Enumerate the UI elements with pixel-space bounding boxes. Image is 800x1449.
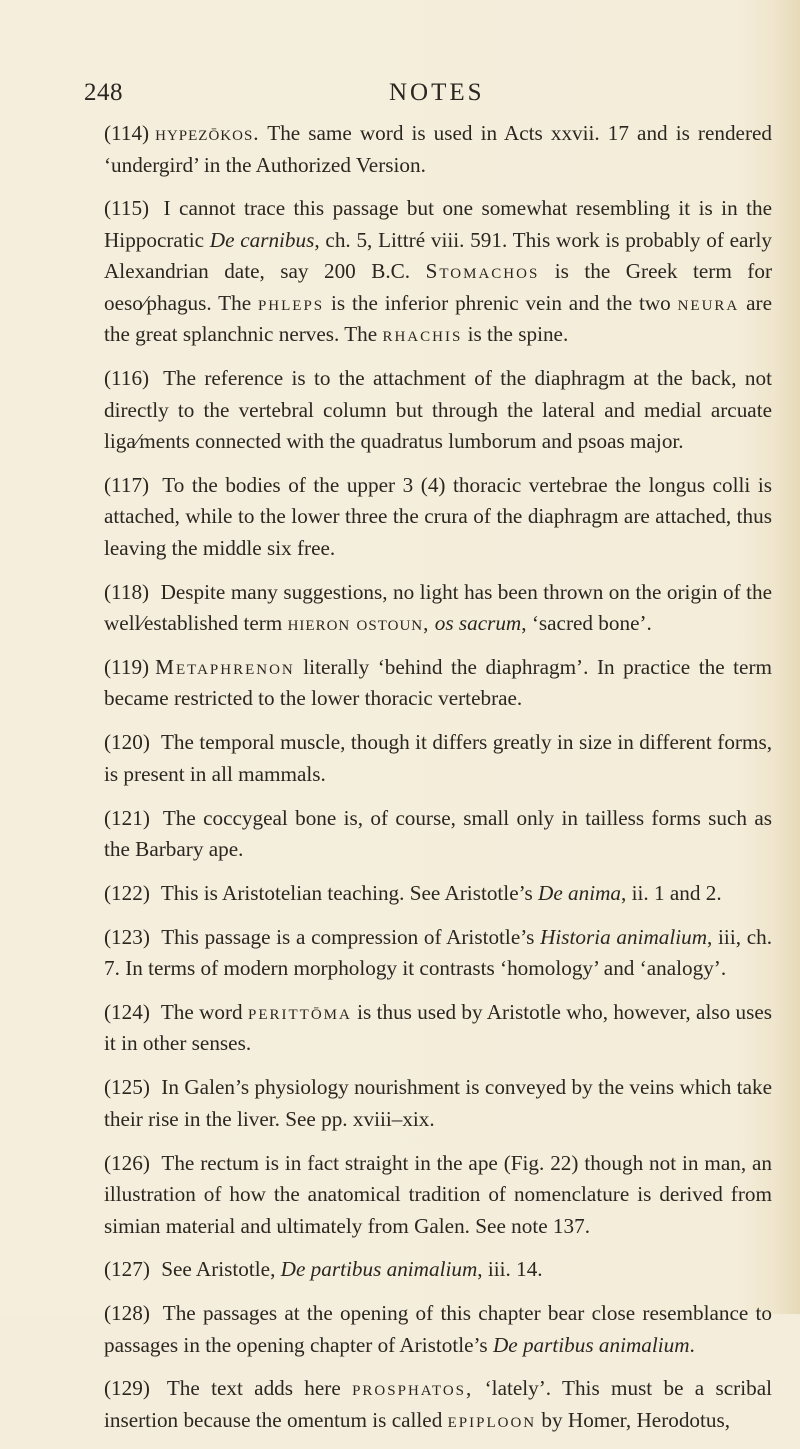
note-125 <box>104 1072 772 1135</box>
note-text: , iii, ch. 7. In terms of modern morphology it contrasts ‘homology’ and ‘analogy’. <box>104 924 772 981</box>
greek-term: perittōma <box>247 999 352 1024</box>
work-title: De carnibus <box>209 227 315 252</box>
greek-term: hypezōkos. <box>155 121 260 145</box>
note-120 <box>104 727 772 790</box>
greek-term: phleps <box>257 290 325 315</box>
note-text: is the inferior phrenic vein and the two <box>324 290 678 315</box>
note-text: is the spine. <box>462 322 569 347</box>
note-number: (128) <box>104 1301 150 1326</box>
note-text: The temporal muscle, though it differs greatly in size in different forms, is present in all mammals. <box>104 730 772 786</box>
note-115 <box>104 193 772 351</box>
note-text: , ii. 1 and 2. <box>621 880 722 905</box>
greek-term: Metaphrenon <box>155 654 295 679</box>
note-number: (114) <box>104 121 150 145</box>
note-number: (116) <box>104 366 150 391</box>
note-text: I cannot trace this passage but one somewhat resembling it is in the Hippocratic <box>104 196 772 252</box>
note-number: (125) <box>104 1075 150 1100</box>
note-text: This is Aristotelian teaching. See Aristotle’s <box>155 880 539 905</box>
greek-term: neura <box>677 290 740 315</box>
note-text: This passage is a compression of Aristotle’s <box>155 924 541 949</box>
note-text: The text adds here <box>155 1376 353 1401</box>
note-number: (121) <box>104 805 150 830</box>
note-text: The word <box>155 999 248 1024</box>
note-number: (127) <box>104 1257 150 1282</box>
notes-list <box>104 118 772 1449</box>
note-text: In Galen’s physiology nourishment is conveyed by the veins which take their rise in the liver. See pp. xviii–xix. <box>104 1075 772 1131</box>
note-text: See Aristotle, <box>155 1257 281 1282</box>
note-text: To the bodies of the upper 3 (4) thoracic vertebrae the longus colli is attached, while to the lower three the crura of the diaphragm are attached, thus leaving the middle six free. <box>104 472 772 560</box>
note-text: . <box>689 1332 695 1357</box>
page-header <box>84 79 774 115</box>
note-text: The reference is to the attachment of the diaphragm at the back, not directly to the vertebral column but through the lateral and medial arcuate liga⁄ments connected with the quadratus lumborum and psoas major. <box>104 366 772 454</box>
note-number: (129) <box>104 1376 150 1401</box>
note-text: The rectum is in fact straight in the ape (Fig. 22) though not in man, an illustration of how the anatomical tradition of nomenclature is derived from simian material and ultimately from Galen. See note 137. <box>104 1150 772 1238</box>
note-124 <box>104 997 772 1060</box>
note-text: ‘lately’. This must be a scribal insertion because the omentum is called <box>104 1376 772 1432</box>
note-text: , ‘sacred bone’. <box>521 611 652 636</box>
note-128 <box>104 1298 772 1361</box>
work-title: De partibus animalium <box>492 1332 690 1357</box>
work-title: De partibus animalium <box>280 1257 478 1282</box>
note-number: (118) <box>104 579 150 604</box>
note-127 <box>104 1254 772 1286</box>
note-number: (117) <box>104 472 150 497</box>
note-121 <box>104 803 772 866</box>
note-126 <box>104 1148 772 1243</box>
note-text: The same word is used in Acts xxvii. 17 and is rendered ‘undergird’ in the Authorized Version. <box>104 121 772 177</box>
note-number: (120) <box>104 730 150 755</box>
note-number: (115) <box>104 196 150 221</box>
note-text: by Homer, Herodotus, <box>536 1407 731 1432</box>
note-number: (126) <box>104 1150 150 1175</box>
note-119 <box>104 652 772 715</box>
note-122 <box>104 878 772 910</box>
note-text: literally ‘behind the diaphragm’. In practice the term became restricted to the lower thoracic vertebrae. <box>104 654 772 711</box>
note-text: , ch. 5, Littré viii. 591. This work is probably of early Alexandrian date, say 200 B.C. <box>104 227 772 284</box>
note-number: (124) <box>104 999 150 1024</box>
note-text: The coccygeal bone is, of course, small only in tailless forms such as the Barbary ape. <box>104 805 772 862</box>
greek-term: rhachis <box>382 322 463 347</box>
greek-term: Stomachos <box>425 259 540 284</box>
note-123 <box>104 922 772 985</box>
latin-term: os sacrum <box>434 611 522 636</box>
note-text: Despite many suggestions, no light has been thrown on the origin of the well⁄established term <box>104 579 772 636</box>
note-114 <box>104 118 772 181</box>
greek-term: epiploon <box>447 1407 537 1432</box>
note-text: is the Greek term for oeso⁄phagus. The <box>104 259 773 315</box>
note-text: , iii. 14. <box>477 1257 543 1282</box>
note-number: (119) <box>104 654 150 679</box>
work-title: Historia animalium <box>540 924 708 949</box>
note-118 <box>104 577 772 640</box>
page-number: 248 <box>84 79 123 106</box>
work-title: De anima <box>538 880 622 905</box>
note-number: (123) <box>104 924 150 949</box>
note-117 <box>104 470 772 565</box>
greek-term: prosphatos, <box>352 1376 474 1401</box>
note-text: are the great splanchnic nerves. The <box>104 290 772 347</box>
note-text: The passages at the opening of this chapter bear close resemblance to passages in the opening chapter of Aristotle’s <box>104 1301 772 1357</box>
note-116 <box>104 363 772 458</box>
running-head: NOTES <box>389 79 485 106</box>
note-text: is thus used by Aristotle who, however, also uses it in other senses. <box>104 999 772 1056</box>
note-number: (122) <box>104 880 150 905</box>
note-129 <box>104 1373 772 1436</box>
greek-term: hieron ostoun, <box>287 611 430 636</box>
